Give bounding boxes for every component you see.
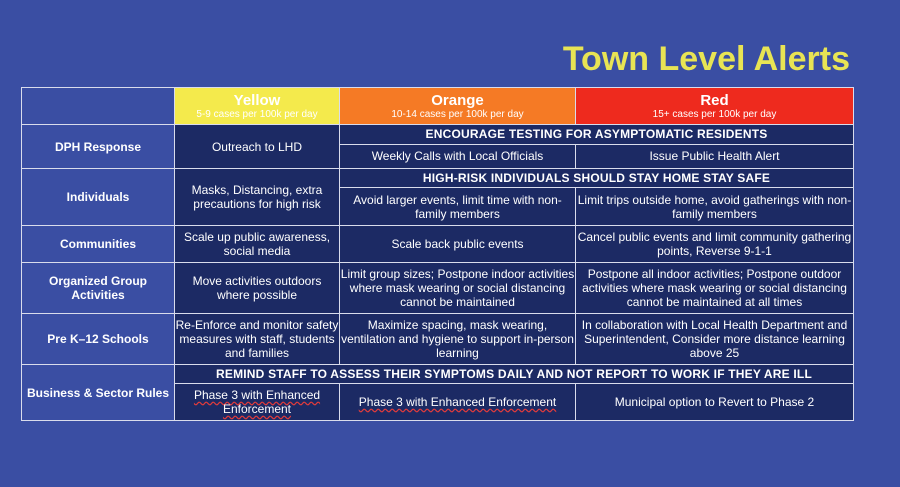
table-row xyxy=(22,263,854,314)
cell-individuals-yellow: Masks, Distancing, extra precautions for high risk xyxy=(175,169,340,226)
row-label-individuals: Individuals xyxy=(22,169,175,226)
cell-schools-red: In collaboration with Local Health Department and Superintendent, Consider more distance learning above 25 xyxy=(576,314,854,365)
cell-business-red: Municipal option to Revert to Phase 2 xyxy=(576,384,854,421)
level-orange-header xyxy=(340,88,576,125)
table-row xyxy=(22,226,854,263)
cell-dph-yellow: Outreach to LHD xyxy=(175,125,340,169)
level-red-header xyxy=(576,88,854,125)
table-row xyxy=(22,169,854,188)
cell-organized-red: Postpone all indoor activities; Postpone outdoor activities where mask wearing or social distancing cannot be maintained at all times xyxy=(576,263,854,314)
banner-business: REMIND STAFF TO ASSESS THEIR SYMPTOMS DAILY AND NOT REPORT TO WORK IF THEY ARE ILL xyxy=(175,365,854,384)
cell-individuals-red: Limit trips outside home, avoid gatherings with non-family members xyxy=(576,188,854,226)
row-label-dph: DPH Response xyxy=(22,125,175,169)
cell-communities-orange: Scale back public events xyxy=(340,226,576,263)
cell-schools-orange: Maximize spacing, mask wearing, ventilation and hygiene to support in-person learning xyxy=(340,314,576,365)
level-name: Red xyxy=(700,91,729,109)
page-title: Town Level Alerts xyxy=(562,40,850,78)
level-yellow-header xyxy=(175,88,340,125)
alerts-table xyxy=(21,87,854,421)
level-criteria: 10-14 cases per 100k per day xyxy=(391,108,524,120)
level-criteria: 5-9 cases per 100k per day xyxy=(196,108,318,120)
row-label-schools: Pre K–12 Schools xyxy=(22,314,175,365)
row-label-organized: Organized Group Activities xyxy=(22,263,175,314)
cell-organized-orange: Limit group sizes; Postpone indoor activities where mask wearing or social distancing cannot be maintained xyxy=(340,263,576,314)
table-row xyxy=(22,314,854,365)
level-criteria: 15+ cases per 100k per day xyxy=(652,108,777,120)
cell-individuals-orange: Avoid larger events, limit time with non-family members xyxy=(340,188,576,226)
cell-business-orange xyxy=(340,384,576,421)
cell-communities-yellow: Scale up public awareness, social media xyxy=(175,226,340,263)
banner-dph: ENCOURAGE TESTING FOR ASYMPTOMATIC RESIDENTS xyxy=(340,125,854,145)
corner-cell xyxy=(22,88,175,125)
table-row xyxy=(22,365,854,384)
cell-communities-red: Cancel public events and limit community gathering points, Reverse 9-1-1 xyxy=(576,226,854,263)
cell-business-orange-text: Phase 3 with Enhanced Enforcement xyxy=(358,395,557,409)
table-row xyxy=(22,125,854,145)
level-header-row xyxy=(22,88,854,125)
cell-dph-orange: Weekly Calls with Local Officials xyxy=(340,144,576,168)
cell-dph-red: Issue Public Health Alert xyxy=(576,144,854,168)
row-label-business: Business & Sector Rules xyxy=(22,365,175,421)
cell-organized-yellow: Move activities outdoors where possible xyxy=(175,263,340,314)
level-name: Yellow xyxy=(233,91,281,109)
banner-individuals: HIGH-RISK INDIVIDUALS SHOULD STAY HOME STAY SAFE xyxy=(340,169,854,188)
cell-business-yellow-text: Phase 3 with Enhanced Enforcement xyxy=(193,388,321,416)
cell-business-yellow xyxy=(175,384,340,421)
level-name: Orange xyxy=(431,91,484,109)
cell-schools-yellow: Re-Enforce and monitor safety measures with staff, students and families xyxy=(175,314,340,365)
row-label-communities: Communities xyxy=(22,226,175,263)
